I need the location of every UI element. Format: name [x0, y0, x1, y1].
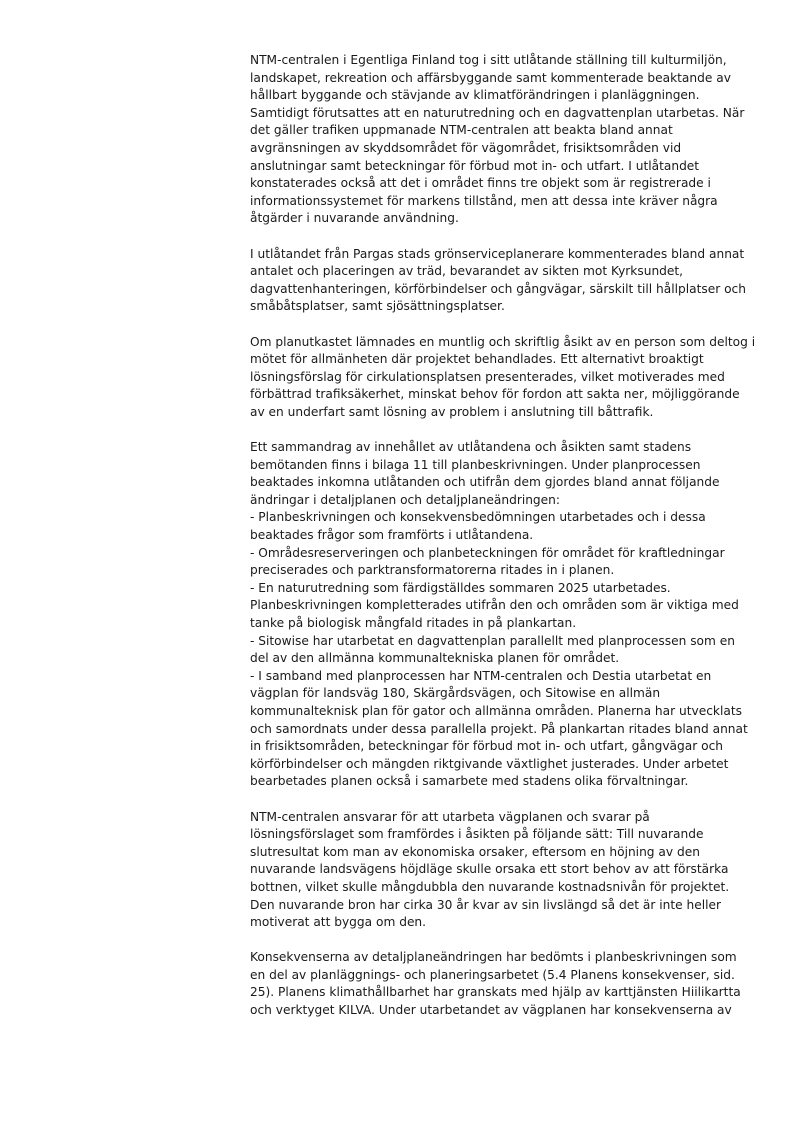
list-item-line: beaktades frågor som framförts i utlåtandena. — [250, 528, 534, 543]
list-item-line: - Sitowise har utarbetat en dagvattenplan parallellt med planprocessen som en — [250, 633, 735, 648]
text-line: slutresultat kom man av ekonomiska orsaker, eftersom en höjning av den — [250, 844, 700, 859]
text-line: mötet för allmänheten där projektet behandlades. Ett alternativt broaktigt — [250, 352, 704, 367]
text-line: NTM-centralen i Egentliga Finland tog i sitt utlåtande ställning till kulturmiljön, — [250, 53, 727, 67]
text-line: det gäller trafiken uppmanade NTM-centralen att beakta bland annat — [250, 123, 673, 138]
text-line: I utlåtandet från Pargas stads grönserviceplanerare kommenterades bland annat — [250, 246, 745, 261]
text-line: motiverat att bygga om den. — [250, 915, 427, 930]
text-line: konstaterades också att det i området finns tre objekt som är registrerade i — [250, 176, 711, 191]
text-line: Om planutkastet lämnades en muntlig och skriftlig åsikt av en person som deltog i — [250, 334, 756, 349]
list-item-line: tanke på biologisk mångfald ritades in på plankartan. — [250, 616, 577, 630]
text-line: ändringar i detaljplanen och detaljplaneändringen: — [250, 492, 561, 507]
text-line: NTM-centralen ansvarar för att utarbeta vägplanen och svarar på — [250, 809, 650, 824]
paragraph-public-opinion — [250, 334, 756, 422]
text-line: anslutningar samt beteckningar för förbud mot in- och utfart. I utlåtandet — [250, 158, 700, 173]
list-item-line: - En naturutredning som färdigställdes sommaren 2025 utarbetades. — [250, 580, 671, 595]
list-item-line: del av den allmänna kommunaltekniska planen för området. — [250, 651, 620, 666]
paragraph-green-service-statement — [250, 246, 746, 316]
text-line: lösningsförslaget som framfördes i åsikten på följande sätt: Till nuvarande — [250, 827, 704, 842]
text-line: 25). Planens klimathållbarhet har granskats med hjälp av karttjänsten Hiilikartta — [250, 985, 741, 1000]
text-line: antalet och placeringen av träd, bevarandet av sikten mot Kyrksundet, — [250, 264, 684, 279]
list-item-line: preciserades och parktransformatorerna ritades in i planen. — [250, 563, 615, 578]
text-line: landskapet, rekreation och affärsbyggande samt kommenterade beaktande av — [250, 70, 731, 85]
list-item-line: och samordnats under dessa parallella projekt. På plankartan ritades bland annat — [250, 721, 748, 736]
text-line: Den nuvarande bron har cirka 30 år kvar av sin livslängd så det är inte heller — [250, 897, 722, 912]
document-page — [250, 52, 756, 1037]
text-line: Ett sammandrag av innehållet av utlåtandena och åsikten samt stadens — [250, 440, 692, 455]
paragraph-summary-and-changes — [250, 439, 748, 791]
list-item-line: - Planbeskrivningen och konsekvensbedömningen utarbetades och i dessa — [250, 510, 706, 525]
list-item-line: - I samband med planprocessen har NTM-centralen och Destia utarbetat en — [250, 668, 712, 683]
list-item-line: kommunalteknisk plan för gator och allmänna områden. Planerna har utvecklats — [250, 703, 742, 718]
list-item-line: in frisiktsområden, beteckningar för förbud mot in- och utfart, gångvägar och — [250, 739, 723, 754]
text-line: Samtidigt förutsattes att en naturutredning och en dagvattenplan utarbetas. När — [250, 105, 745, 120]
text-line: lösningsförslag för cirkulationsplatsen presenterades, vilket motiverades med — [250, 369, 725, 384]
list-item-line: körförbindelser och mängden riktgivande växtlighet justerades. Under arbetet — [250, 756, 729, 771]
text-line: informationssystemet för markens tillstånd, men att dessa inte kräver några — [250, 193, 718, 208]
paragraph-ntm-statement — [250, 52, 745, 228]
text-line: och verktyget KILVA. Under utarbetandet av vägplanen har konsekvenserna av — [250, 1003, 732, 1018]
text-line: avgränsningen av skyddsområdet för vägområdet, frisiktsområden vid — [250, 140, 682, 155]
text-line: av en underfart samt lösning av problem i anslutning till båttrafik. — [250, 404, 654, 419]
text-line: förbättrad trafiksäkerhet, minskat behov för fordon att sakta ner, möjliggörande — [250, 387, 740, 402]
text-line: beaktades inkomna utlåtanden och utifrån dem gjordes bland annat följande — [250, 475, 720, 490]
text-line: dagvattenhanteringen, körförbindelser och gångvägar, särskilt till hållplatser och — [250, 281, 746, 296]
paragraph-consequences — [250, 949, 742, 1019]
list-item-line: bearbetades planen också i samarbete med stadens olika förvaltningar. — [250, 774, 689, 789]
text-line: åtgärder i nuvarande användning. — [250, 211, 459, 226]
list-item-line: vägplan för landsväg 180, Skärgårdsvägen, och Sitowise en allmän — [250, 686, 661, 701]
text-line: nuvarande landsvägens höjdläge skulle orsaka ett stort behov av att förstärka — [250, 862, 729, 877]
text-line: småbåtsplatser, samt sjösättningsplatser. — [250, 299, 505, 314]
list-item-line: - Områdesreserveringen och planbeteckningen för området för kraftledningar — [250, 545, 725, 560]
list-item-line: Planbeskrivningen kompletterades utifrån den och områden som är viktiga med — [250, 598, 739, 613]
text-line: bemötanden finns i bilaga 11 till planbeskrivningen. Under planprocessen — [250, 457, 701, 472]
text-line: Konsekvenserna av detaljplaneändringen har bedömts i planbeskrivningen som — [250, 950, 737, 965]
paragraph-ntm-response — [250, 809, 742, 932]
text-line: en del av planläggnings- och planeringsarbetet (5.4 Planens konsekvenser, sid. — [250, 967, 735, 982]
text-line: hållbart byggande och stävjande av klimatförändringen i planläggningen. — [250, 88, 700, 103]
text-line: bottnen, vilket skulle mångdubbla den nuvarande kostnadsnivån för projektet. — [250, 879, 730, 894]
